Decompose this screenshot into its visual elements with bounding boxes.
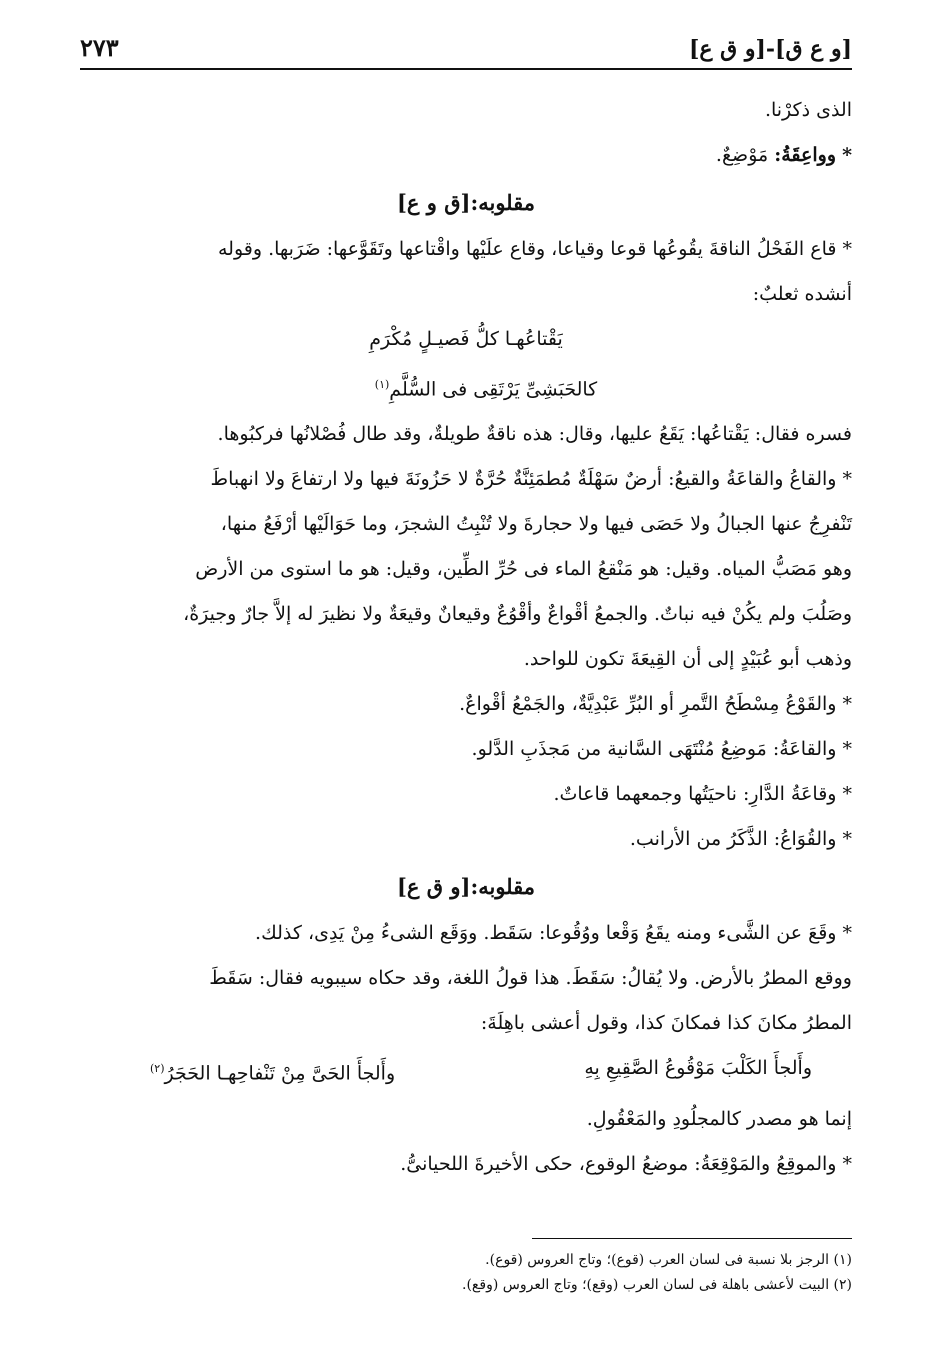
text-line: * والقَوْعُ مِسْطَحُ التَّمرِ أو البُرِّ عَبْدِيَّةٌ، والجَمْعُ أقْواعٌ. <box>459 693 852 716</box>
text-line: إنما هو مصدر كالمجلُودِ والمَعْقُولِ. <box>586 1107 852 1130</box>
verse-text: كالحَبَشِىِّ يَرْتَقِى فى السُّلَّمِ <box>389 378 598 401</box>
running-head: [و ع ق]-[و ق ع] <box>688 36 852 62</box>
entry-star: * <box>842 144 852 166</box>
text-line: المطرُ مكانَ كذا فمكانَ كذا، وقول أعشى باهِلَةَ: <box>480 1012 852 1035</box>
entry-line <box>80 133 852 178</box>
text-line: * قاع الفَحْلُ الناقةَ يقُوعُها قوعا وقياعا، وقاع علَيْها واقْتاعها وتَقَوَّعها: ضَرَبها. وقوله <box>218 238 852 260</box>
text-line: * والقاعُ والقاعَةُ والقيعُ: أرضٌ سَهْلَةٌ مُطمَئِنَّةٌ حُرَّةٌ لا حَزُونَةَ فيها ولا ارتفاعَ ولا انهباطَ <box>210 468 852 491</box>
text-line: وهو مَصَبُّ المياه. وقيل: هو مَنْقعُ الماء فى حُرِّ الطِّين، وقيل: هو ما استوى من الأرض <box>195 558 852 581</box>
text-line: الذى ذكرْنا. <box>764 99 852 121</box>
page <box>80 28 852 1187</box>
footnote: (١) الرجز بلا نسبة فى لسان العرب (قوع)؛ وتاج العروس (قوع). <box>485 1252 852 1268</box>
page-header <box>80 28 852 70</box>
hemistich-right: وأَلجأَ الكَلْبَ مَوْقُوعُ الصَّقِيعِ بِهِ <box>584 1057 812 1080</box>
section-heading: مقلوبه:[ق و ع] <box>397 190 535 215</box>
text-line: * والقاعَةُ: مَوضِعُ مُنْتَهَى السَّانية من مَجذَبِ الدَّلو. <box>471 738 852 761</box>
hemistich-text: وأَلجأَ الحَىَّ مِنْ تَنْفاحِهـا الحَجَرُ <box>164 1062 396 1085</box>
text-line: ووقع المطرُ بالأرض. ولا يُقالُ: سَقَطَ. هذا قولُ اللغة، وقد حكاه سيبويه فقال: سَقَطَ <box>209 967 852 990</box>
footnote-ref: (١) <box>374 378 390 391</box>
footnote-divider <box>532 1238 852 1239</box>
hemistich-left <box>150 1046 395 1096</box>
text-line: فسره فقال: يَقْتاعُها: يَقَعُ عليها، وقال: هذه ناقةٌ طويلةٌ، وقد طال فُصْلانُها فركبُوها. <box>217 423 852 446</box>
definition: مَوْضِعٌ. <box>715 144 769 166</box>
section-heading: مقلوبه:[و ق ع] <box>397 874 535 900</box>
footnote: (٢) البيت لأعشى باهلة فى لسان العرب (وقع)؛ وتاج العروس (وقع). <box>462 1277 852 1293</box>
text-line: * وقاعَةُ الدَّارِ: ناحيَتُها وجمعهما قاعاتٌ. <box>553 783 852 806</box>
text-line: * والموقِعُ والمَوْقِعَةُ: موضعُ الوقوع، حكى الأخيرةَ اللحيانىُّ. <box>400 1152 852 1175</box>
page-number: ٢٧٣ <box>80 33 119 62</box>
verse-couplet <box>80 1046 852 1096</box>
verse-line <box>80 362 852 412</box>
text-line: * وقَعَ عن الشَّىء ومنه يقَعُ وَقْعا ووُقُوعا: سَقَط. ووَقَع الشىءُ مِنْ يَدِى، كذلك. <box>255 922 852 945</box>
headword: وواعِقَةُ: <box>774 144 837 166</box>
text-line: تَنْفرِجُ عنها الجبالُ ولا حَصَى فيها ولا حجارةَ ولا تُنْبِتُ الشجرَ، وما حَوَالَيْها أرْفَعُ منها، <box>220 513 852 536</box>
verse-line: يَقْتاعُهـا كلُّ فَصيـلٍ مُكْرَمِ <box>369 328 563 350</box>
footnotes <box>80 1248 852 1298</box>
body-text <box>80 88 852 1187</box>
text-line: وصَلُبَ ولم يكُنْ فيه نباتٌ. والجمعُ أقْواعٌ وأقْوُعٌ وقيعانٌ وقيعَةٌ ولا نظيرَ له إلاَّ جارٌ وجيرَةٌ، <box>183 603 852 626</box>
text-line: أنشده ثعلبٌ: <box>752 283 852 305</box>
text-line: * والقُوَاعُ: الذَّكَرُ من الأرانب. <box>629 828 852 851</box>
text-line: وذهب أبو عُبَيْدٍ إلى أن القِيعَةَ تكون للواحد. <box>523 648 852 671</box>
footnote-ref: (٢) <box>150 1062 165 1076</box>
